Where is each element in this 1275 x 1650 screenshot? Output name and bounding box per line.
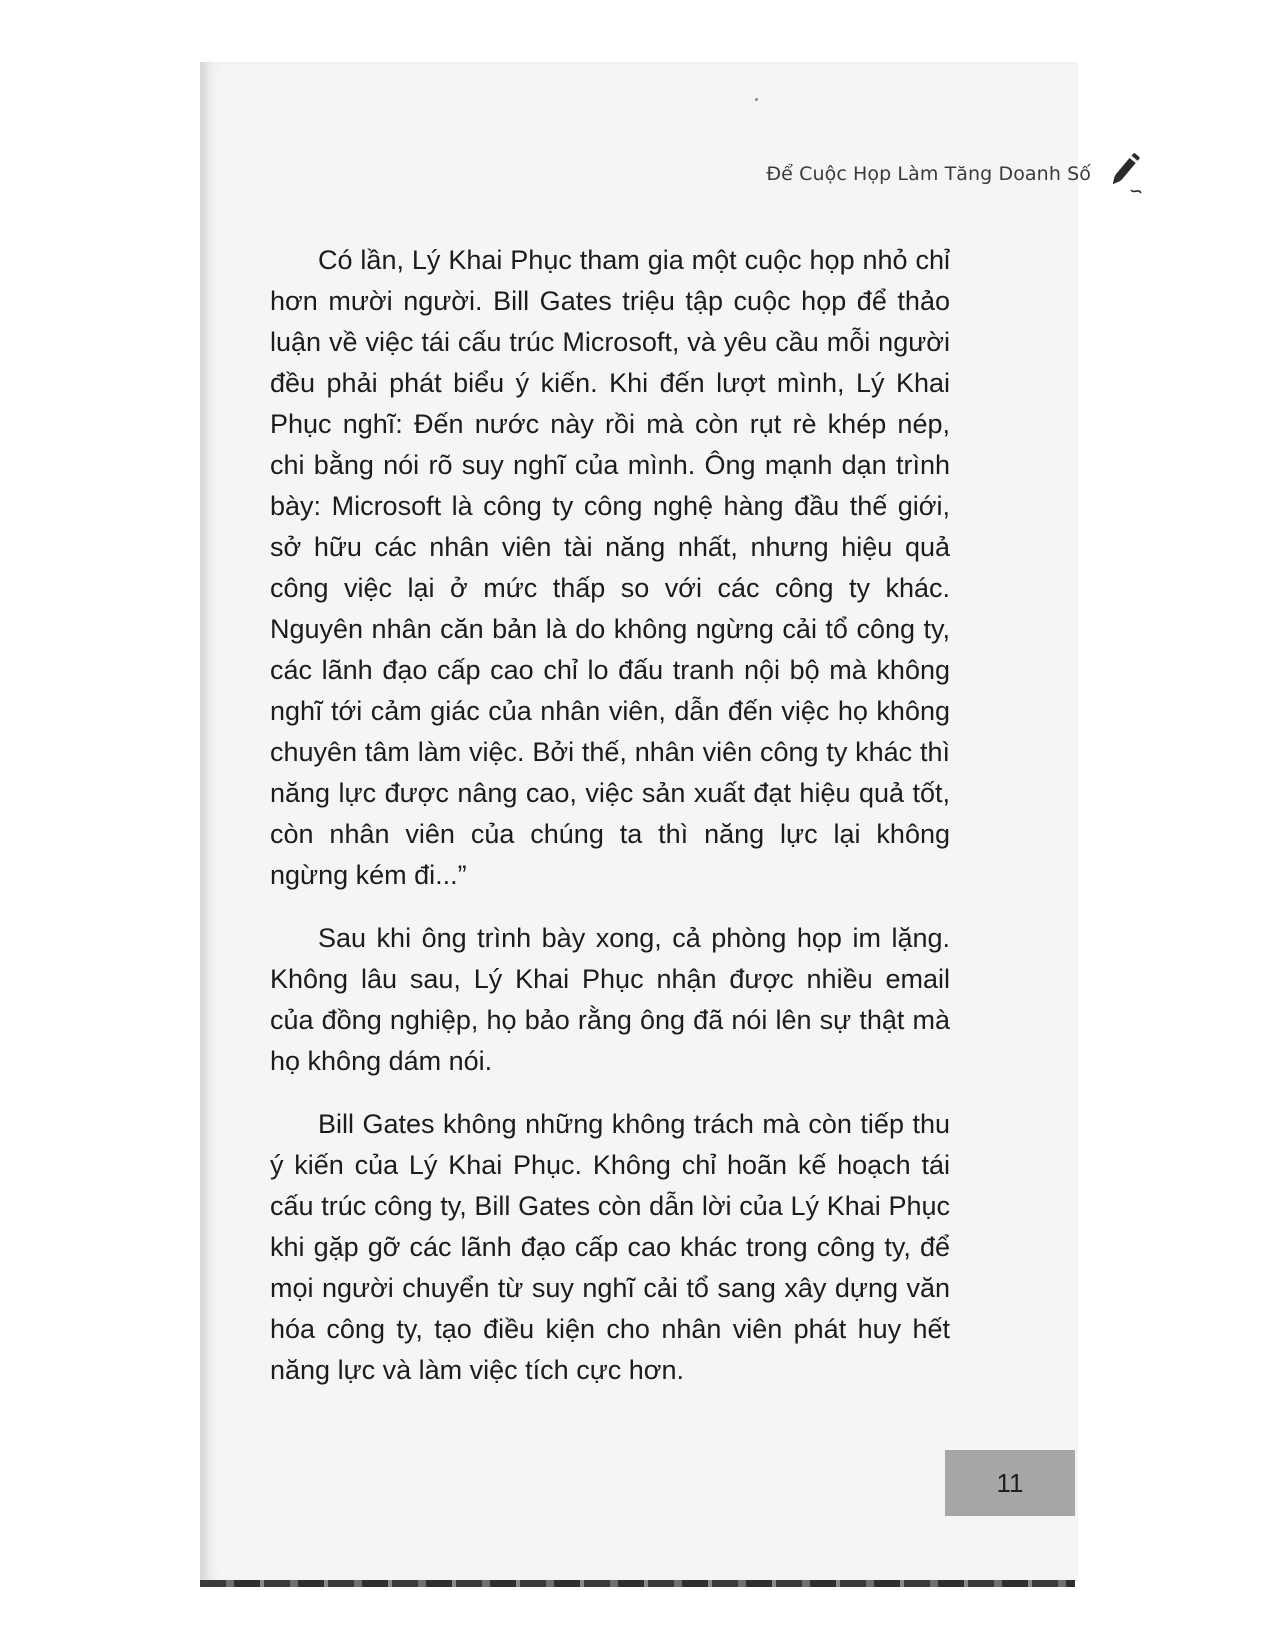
body-text: [270, 240, 950, 1413]
page-number: 11: [996, 1467, 1024, 1498]
paragraph-3: Bill Gates không những không trách mà còn tiếp thu ý kiến của Lý Khai Phục. Không chỉ hoãn kế hoạch tái cấu trúc công ty, Bill Gates còn dẫn lời của Lý Khai Phục khi gặp gỡ các lãnh đạo cấp cao khác trong công ty, để mọi người chuyển từ suy nghĩ cải tổ sang xây dựng văn hóa công ty, tạo điều kiện cho nhân viên phát huy hết năng lực và làm việc tích cực hơn.: [270, 1109, 950, 1385]
bottom-edge-strip: [200, 1580, 1075, 1587]
running-title: Để Cuộc Họp Làm Tăng Doanh Số: [766, 163, 1091, 185]
pen-icon: [1101, 150, 1145, 198]
paragraph-1: Có lần, Lý Khai Phục tham gia một cuộc họp nhỏ chỉ hơn mười người. Bill Gates triệu tập cuộc họp để thảo luận về việc tái cấu trúc Microsoft, và yêu cầu mỗi người đều phải phát biểu ý kiến. Khi đến lượt mình, Lý Khai Phục nghĩ: Đến nước này rồi mà còn rụt rè khép nép, chi bằng nói rõ suy nghĩ của mình. Ông mạnh dạn trình bày: Microsoft là công ty công nghệ hàng đầu thế giới, sở hữu các nhân viên tài năng nhất, nhưng hiệu quả công việc lại ở mức thấp so với các công ty khác. Nguyên nhân căn bản là do không ngừng cải tổ công ty, các lãnh đạo cấp cao chỉ lo đấu tranh nội bộ mà không nghĩ tới cảm giác của nhân viên, dẫn đến việc họ không chuyên tâm làm việc. Bởi thế, nhân viên công ty khác thì năng lực được nâng cao, việc sản xuất đạt hiệu quả tốt, còn nhân viên của chúng ta thì năng lực lại không ngừng kém đi...”: [270, 245, 950, 890]
running-header: [766, 150, 1145, 198]
page-number-box: [945, 1450, 1075, 1516]
print-speck: [755, 98, 758, 101]
paragraph-2: Sau khi ông trình bày xong, cả phòng họp im lặng. Không lâu sau, Lý Khai Phục nhận được nhiều email của đồng nghiệp, họ bảo rằng ông đã nói lên sự thật mà họ không dám nói.: [270, 923, 950, 1076]
